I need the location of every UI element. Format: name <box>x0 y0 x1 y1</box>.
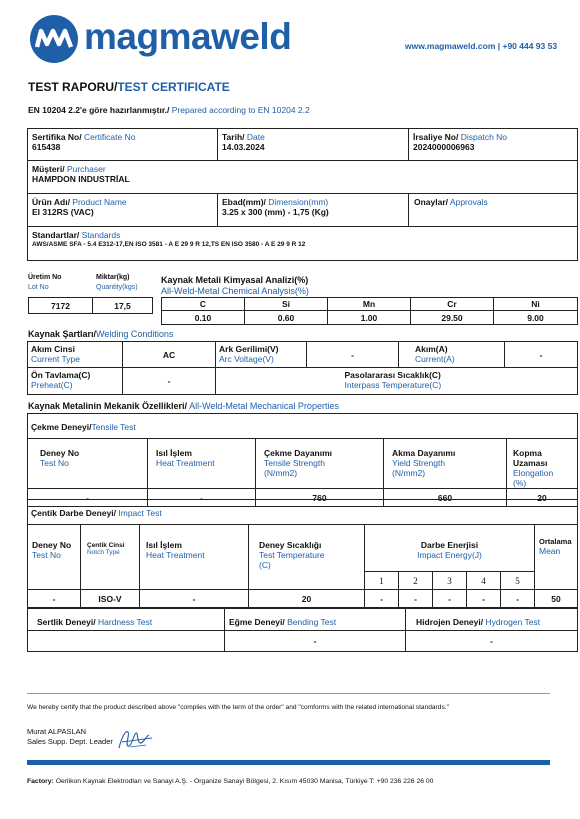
element-ni: Ni <box>494 298 578 311</box>
welding-title: Kaynak Şartları/Welding Conditions <box>28 329 174 339</box>
mechanical-title: Kaynak Metalinin Mekanik Özellikleri/ All-Weld-Metal Mechanical Properties <box>28 401 339 411</box>
energy-sub-1: 1 <box>365 572 399 590</box>
certificate-cell: Sertifika No/ Certificate No 615438 <box>28 129 218 161</box>
product-value: EI 312RS (VAC) <box>32 207 94 217</box>
impact-testno-value: - <box>28 590 81 609</box>
date-cell: Tarih/ Date 14.03.2024 <box>218 129 409 161</box>
arc-voltage-value: - <box>307 342 399 368</box>
energy-value-1: - <box>365 590 399 609</box>
current-label: Akım(A) Current(A) <box>399 342 505 368</box>
footer-divider <box>27 693 550 694</box>
energy-sub-2: 2 <box>399 572 433 590</box>
preheat-value: - <box>123 368 216 395</box>
logo <box>28 14 303 64</box>
yield-strength-header: Akma Dayanımı Yield Strength (N/mm2) <box>384 439 507 489</box>
value-si: 0.60 <box>245 311 328 325</box>
energy-sub-5: 5 <box>501 572 535 590</box>
test-temp-value: 20 <box>249 590 365 609</box>
mean-header: Ortalama Mean <box>535 525 578 590</box>
dimension-value: 3.25 x 300 (mm) - 1,75 (Kg) <box>222 207 329 217</box>
tensile-strength-value: 760 <box>256 489 384 507</box>
hardness-header: Sertlik Deneyi/ Hardness Test <box>28 608 225 631</box>
lot-qty-table <box>28 297 153 314</box>
blank-cell <box>216 368 307 395</box>
quantity-value: 17,5 <box>93 298 153 314</box>
tensile-title: Çekme Deneyi/Tensile Test <box>28 414 578 439</box>
arc-voltage-label: Ark Gerilimi(V) Arc Voltage(V) <box>216 342 307 368</box>
bending-value: - <box>225 631 406 652</box>
notch-type-header: Çentik Cinsi Notch Type <box>81 525 140 590</box>
product-cell: Ürün Adı/ Product Name EI 312RS (VAC) <box>28 194 218 227</box>
certification-statement: We hereby certify that the product described above "complies with the term of the order" and "comforms with the related international standards." <box>27 704 449 711</box>
value-cr: 29.50 <box>411 311 494 325</box>
chemistry-title: Kaynak Metali Kimyasal Analizi(%) All-Weld-Metal Chemical Analysis(%) <box>161 275 309 296</box>
energy-value-5: - <box>501 590 535 609</box>
certificate-no: 615438 <box>32 142 61 152</box>
tensile-testno-header: Deney No Test No <box>28 439 148 489</box>
energy-value-2: - <box>399 590 433 609</box>
hydrogen-value: - <box>406 631 578 652</box>
notch-type-value: ISO-V <box>81 590 140 609</box>
current-value: - <box>505 342 578 368</box>
dispatch-cell: İrsaliye No/ Dispatch No 2024000006963 <box>409 129 578 161</box>
energy-sub-4: 4 <box>467 572 501 590</box>
tensile-heat-value: - <box>148 489 256 507</box>
dimension-cell: Ebad(mm)/ Dimension(mm) 3.25 x 300 (mm) - 1,75 (Kg) <box>218 194 409 227</box>
purchaser-value: HAMPDON INDUSTRİAL <box>32 174 130 184</box>
lot-label: Üretim No Lot No <box>28 274 62 291</box>
value-mn: 1.00 <box>328 311 411 325</box>
elongation-value: 20 <box>507 489 578 507</box>
tensile-table <box>27 413 578 507</box>
lot-value: 7172 <box>29 298 93 314</box>
tensile-heat-header: Isıl İşlem Heat Treatment <box>148 439 256 489</box>
standards-value: AWS/ASME SFA - 5.4 E312-17,EN ISO 3581 - A E 29 9 R 12,TS EN ISO 3580 - A E 29 9 R 12 <box>32 241 306 248</box>
element-c: C <box>162 298 245 311</box>
impact-title: Çentik Darbe Deneyi/ Impact Test <box>28 500 578 525</box>
yield-strength-value: 660 <box>384 489 507 507</box>
dispatch-no: 2024000006963 <box>413 142 475 152</box>
hardness-value <box>28 631 225 652</box>
element-mn: Mn <box>328 298 411 311</box>
magmaweld-logo-icon <box>28 14 80 64</box>
signer-name: Murat ALPASLAN <box>27 727 87 736</box>
element-cr: Cr <box>411 298 494 311</box>
bending-header: Eğme Deneyi/ Bending Test <box>225 608 406 631</box>
energy-sub-3: 3 <box>433 572 467 590</box>
factory-address: Factory: Oerlikon Kaynak Elektrodları ve Sanayi A.Ş. - Organize Sanayi Bölgesi, 2. Kısım 45030 Manisa, Türkiye T: +90 236 226 26 00 <box>27 778 434 785</box>
purchaser-cell: Müşteri/ Purchaser HAMPDON INDUSTRİAL <box>28 161 578 194</box>
impact-heat-value: - <box>140 590 249 609</box>
info-table <box>27 128 578 261</box>
page-title: TEST RAPORU/TEST CERTIFICATE <box>28 80 230 94</box>
impact-table <box>27 499 578 609</box>
logo-wordmark: magmaweld <box>84 16 292 57</box>
approvals-cell: Onaylar/ Approvals <box>409 194 578 227</box>
standards-cell: Standartlar/ Standards AWS/ASME SFA - 5.4 E312-17,EN ISO 3581 - A E 29 9 R 12,TS EN ISO 3580 - A E 29 9 R 12 <box>28 227 578 261</box>
date-value: 14.03.2024 <box>222 142 265 152</box>
chemistry-table <box>161 297 578 325</box>
contact-info: www.magmaweld.com | +90 444 93 53 <box>405 41 558 51</box>
impact-testno-header: Deney No Test No <box>28 525 81 590</box>
quantity-label: Miktar(kg) Quantity(kgs) <box>96 274 138 291</box>
current-type-label: Akım Cinsi Current Type <box>28 342 123 368</box>
preheat-label: Ön Tavlama(C) Preheat(C) <box>28 368 123 395</box>
hydrogen-header: Hidrojen Deneyi/ Hydrogen Test <box>406 608 578 631</box>
test-temp-header: Deney Sıcaklığı Test Temperature (C) <box>249 525 365 590</box>
standard-note: EN 10204 2.2'e göre hazırlanmıştır./ Prepared according to EN 10204 2.2 <box>28 105 310 115</box>
energy-value-3: - <box>433 590 467 609</box>
tensile-strength-header: Çekme Dayanımı Tensile Strength (N/mm2) <box>256 439 384 489</box>
impact-energy-header: Darbe Enerjisi Impact Energy(J) <box>365 525 535 572</box>
value-c: 0.10 <box>162 311 245 325</box>
footer-bar <box>27 760 550 765</box>
impact-heat-header: Isıl İşlem Heat Treatment <box>140 525 249 590</box>
mean-value: 50 <box>535 590 578 609</box>
interpass-label: Pasolararası Sıcaklık(C) Interpass Temperature(C) <box>307 368 578 395</box>
energy-value-4: - <box>467 590 501 609</box>
value-ni: 9.00 <box>494 311 578 325</box>
other-tests-table <box>27 607 578 652</box>
current-type-value: AC <box>123 342 216 368</box>
signer-title: Sales Supp. Dept. Leader <box>27 737 113 746</box>
tensile-testno-value: - <box>28 489 148 507</box>
welding-table <box>27 341 578 395</box>
element-si: Si <box>245 298 328 311</box>
elongation-header: Kopma Uzaması Elongation (%) <box>507 439 578 489</box>
signature-icon <box>116 726 156 752</box>
